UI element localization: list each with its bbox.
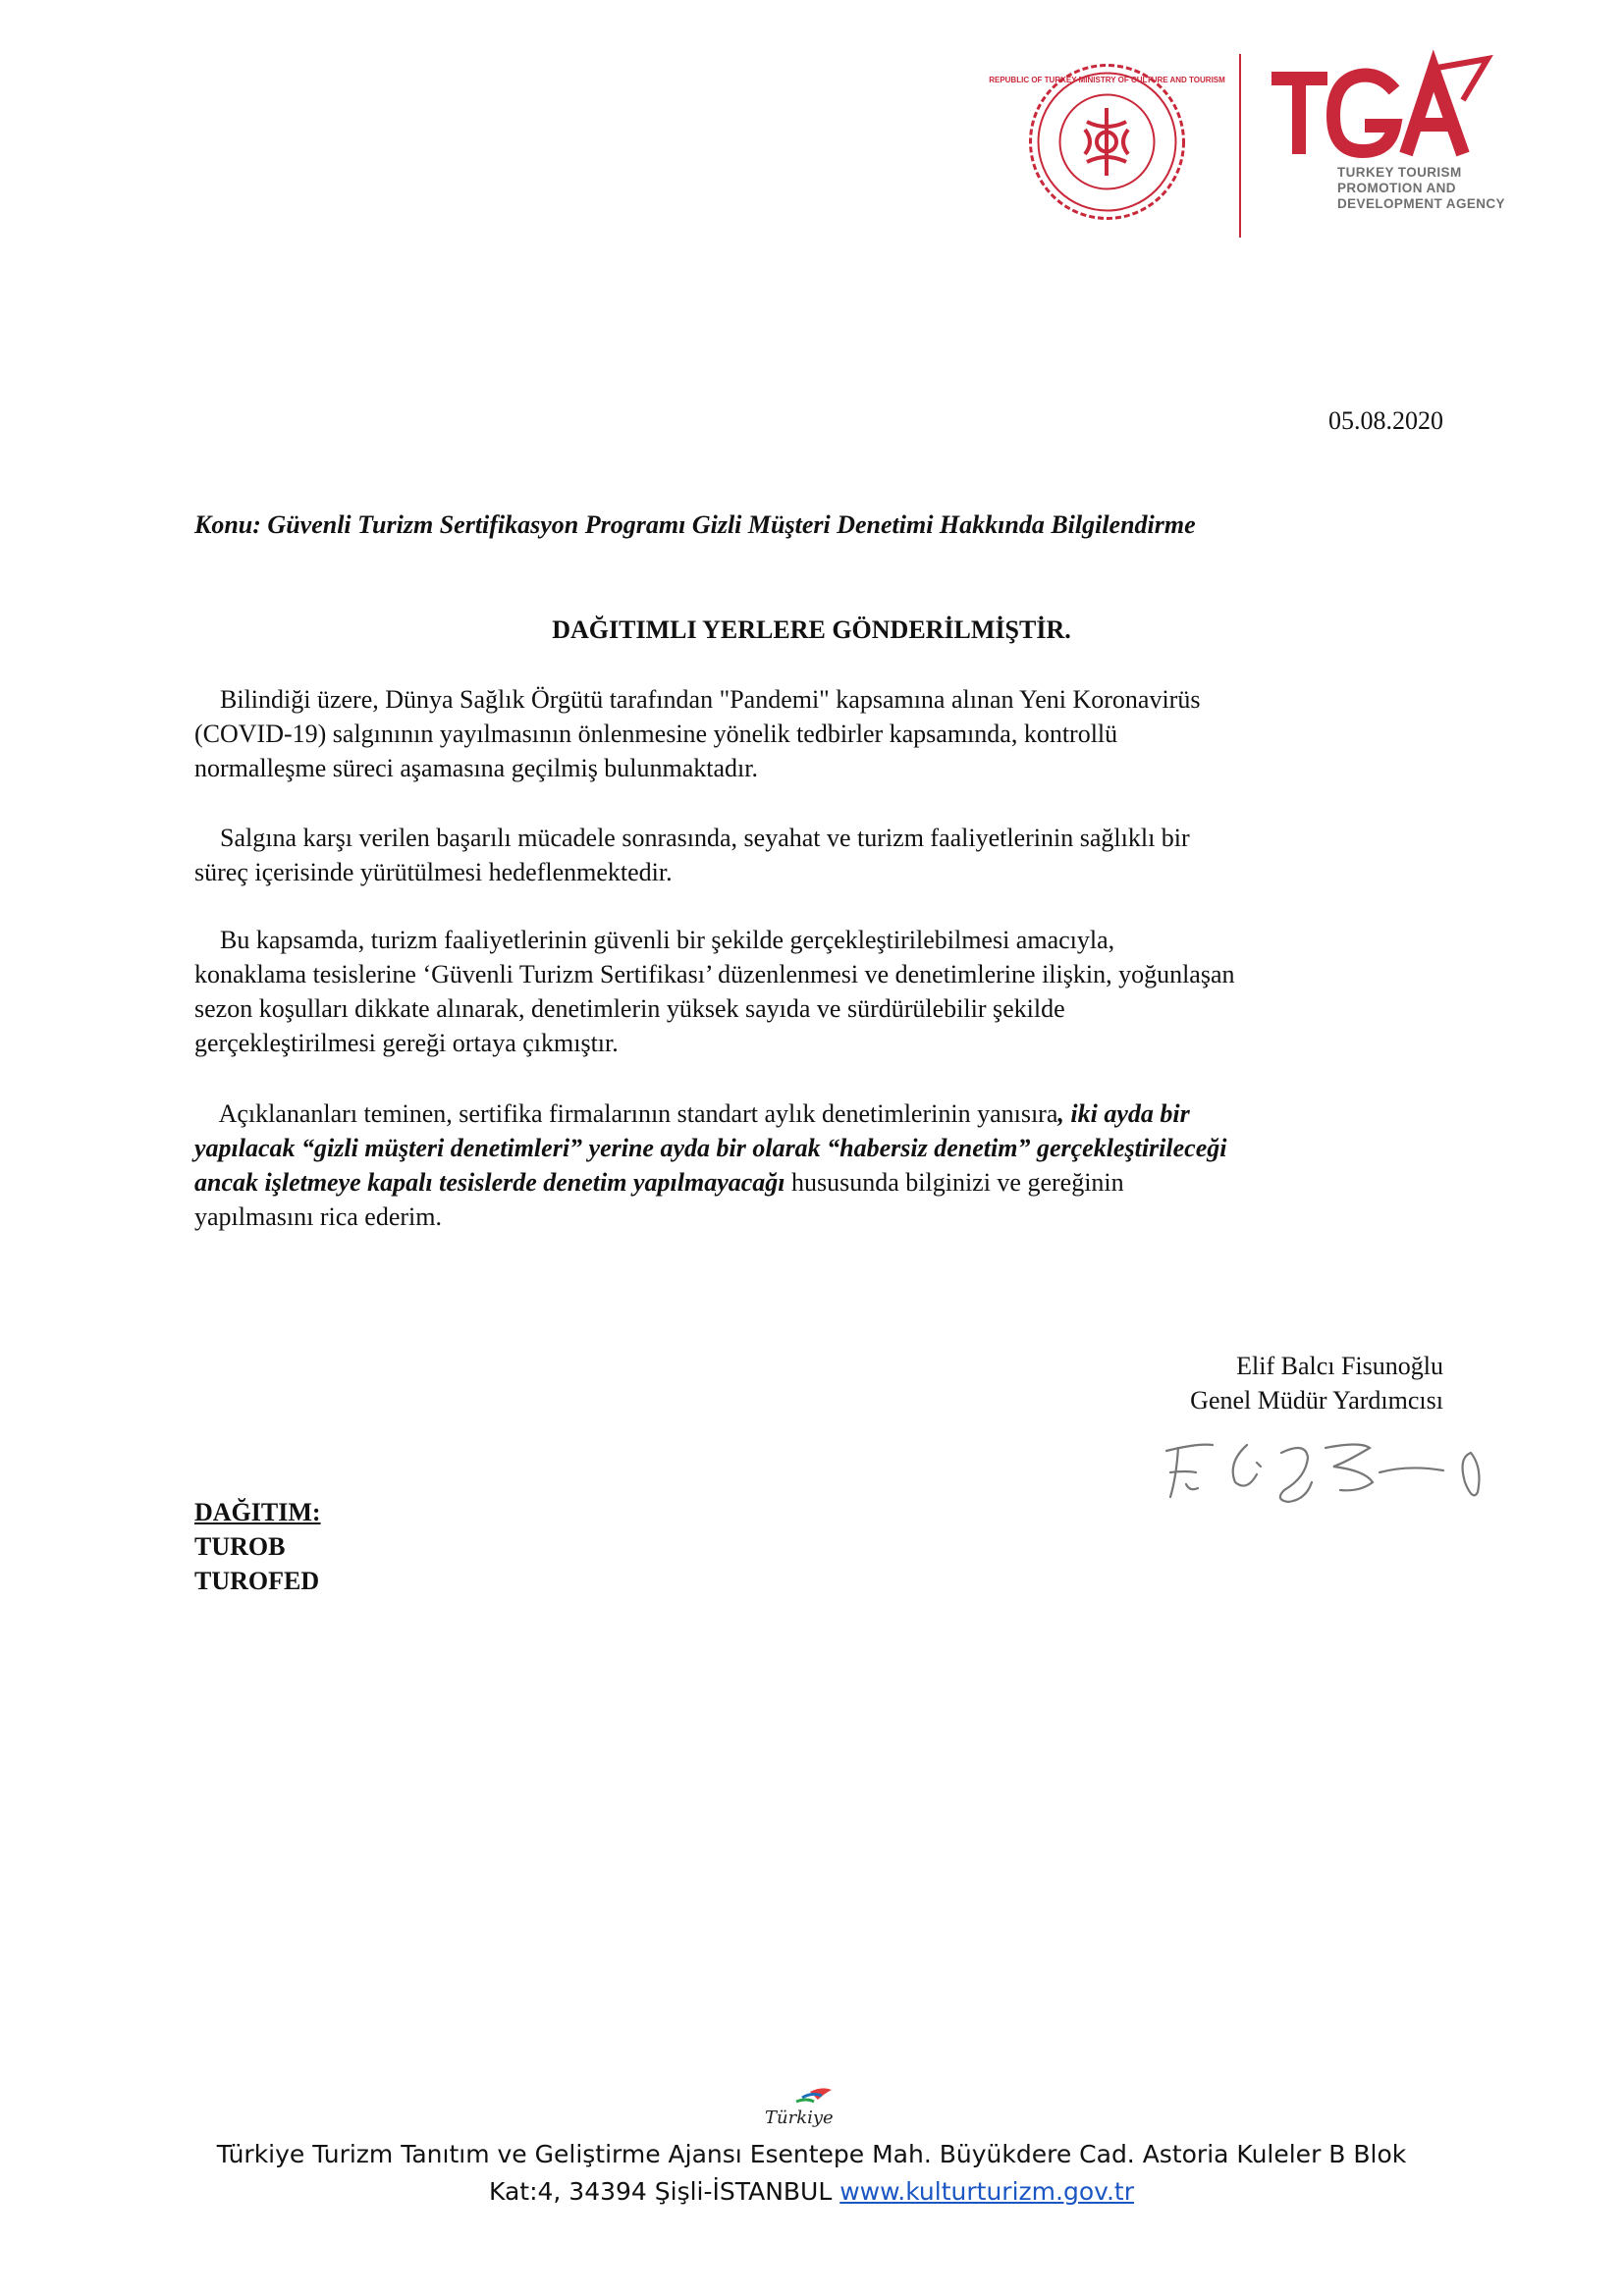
signer-title: Genel Müdür Yardımcısı — [1190, 1386, 1443, 1415]
signer-name: Elif Balcı Fisunoğlu — [1236, 1352, 1443, 1380]
tga-logo-text: TGA — [1267, 61, 1270, 62]
paragraph-line: sezon koşulları dikkate alınarak, denetimlerin yüksek sayıda ve sürdürülebilir şekilde — [194, 994, 1065, 1023]
paragraph-line: yapılmasını rica ederim. — [194, 1202, 442, 1231]
logo-divider — [1239, 54, 1241, 238]
text-normal: Açıklananları teminen, sertifika firmalarının standart aylık denetimlerinin yanısıra — [194, 1099, 1058, 1128]
distribution-heading: DAĞITIMLI YERLERE GÖNDERİLMİŞTİR. — [552, 615, 1071, 644]
paragraph-line: süreç içerisinde yürütülmesi hedeflenmektedir. — [194, 858, 673, 886]
signature-image — [1159, 1423, 1492, 1512]
paragraph-line: Bilindiği üzere, Dünya Sağlık Örgütü tarafından "Pandemi" kapsamına alınan Yeni Koronavirüs — [194, 685, 1201, 714]
paragraph-line: normalleşme süreci aşamasına geçilmiş bulunmaktadır. — [194, 754, 759, 782]
text-emphasis: ancak işletmeye kapalı tesislerde denetim yapılmayacağı — [194, 1168, 785, 1197]
footer-address-text: Kat:4, 34394 Şişli-İSTANBUL — [489, 2177, 840, 2206]
paragraph-2 — [194, 821, 1441, 889]
footer-address — [0, 2136, 1623, 2211]
paragraph-3 — [194, 923, 1441, 1060]
paragraph-1 — [194, 682, 1441, 785]
agency-name-line: DEVELOPMENT AGENCY — [1337, 196, 1505, 211]
seal-text: REPUBLIC OF TURKEY MINISTRY OF CULTURE AND TOURISM — [989, 76, 1225, 84]
distribution-item: TUROFED — [194, 1567, 320, 1595]
paragraph-line: gerçekleştirilmesi gereği ortaya çıkmıştır. — [194, 1029, 619, 1057]
document-date: 05.08.2020 — [1328, 406, 1443, 435]
paragraph-line — [194, 1096, 1441, 1131]
footer-line-1: Türkiye Turizm Tanıtım ve Geliştirme Ajansı Esentepe Mah. Büyükdere Cad. Astoria Kuleler B Blok — [216, 2140, 1407, 2168]
paragraph-line: (COVID-19) salgınının yayılmasının önlenmesine yönelik tedbirler kapsamında, kontrollü — [194, 720, 1118, 748]
signer-block — [1190, 1349, 1443, 1417]
paragraph-line: Bu kapsamda, turizm faaliyetlerinin güvenli bir şekilde gerçekleştirilebilmesi amacıyla, — [194, 926, 1115, 954]
paragraph-4 — [194, 1096, 1441, 1234]
paragraph-line: yapılacak “gizli müşteri denetimleri” yerine ayda bir olarak “habersiz denetim” gerçekleştirileceği — [194, 1134, 1227, 1162]
agency-name-line: TURKEY TOURISM — [1337, 165, 1462, 180]
turkiye-logo-text: Türkiye — [765, 2108, 834, 2128]
paragraph-line: konaklama tesislerine ‘Güvenli Turizm Sertifikası’ düzenlenmesi ve denetimlerine ilişkin, yoğunlaşan — [194, 960, 1235, 988]
paragraph-line — [194, 1165, 1441, 1200]
turkiye-logo — [751, 2084, 889, 2128]
footer-line-2 — [0, 2173, 1623, 2211]
agency-name — [1337, 165, 1505, 212]
ministry-seal-logo — [989, 61, 1225, 223]
subject-line: Konu: Güvenli Turizm Sertifikasyon Programı Gizli Müşteri Denetimi Hakkında Bilgilendirme — [194, 510, 1196, 539]
distribution-list — [194, 1495, 321, 1598]
paragraph-line: Salgına karşı verilen başarılı mücadele sonrasında, seyahat ve turizm faaliyetlerinin sağlıklı bir — [194, 824, 1190, 852]
text-normal: hususunda bilginizi ve gereğinin — [784, 1168, 1124, 1197]
distribution-title: DAĞITIM: — [194, 1498, 321, 1526]
text-emphasis: , iki ayda bir — [1057, 1099, 1190, 1128]
distribution-item: TUROB — [194, 1532, 286, 1561]
agency-name-line: PROMOTION AND — [1337, 181, 1456, 195]
website-link[interactable]: www.kulturturizm.gov.tr — [839, 2177, 1134, 2206]
